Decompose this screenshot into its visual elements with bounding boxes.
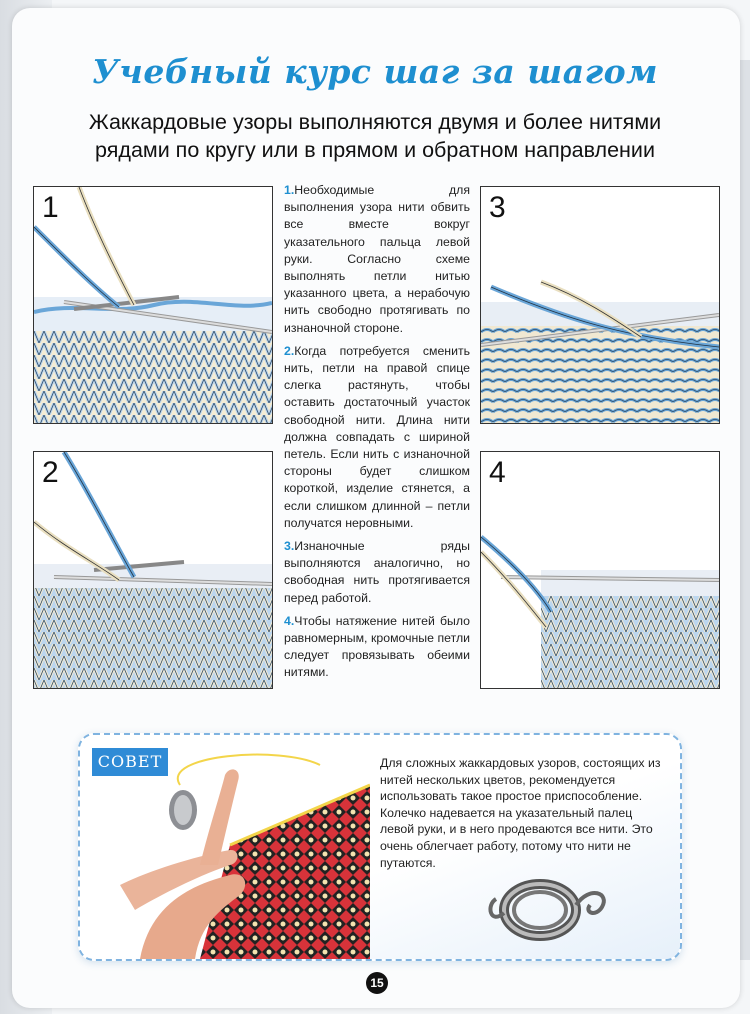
- knitting-ring-icon: [480, 865, 620, 945]
- step-body-3: Изнаночные ряды выполняются аналогично, но свободная нить протягивается перед работой.: [284, 539, 470, 605]
- knitting-illustration-3: [481, 187, 719, 423]
- subtitle: [40, 108, 710, 164]
- illustration-step-3: [480, 186, 720, 424]
- step-text-1: [284, 182, 470, 337]
- illustration-step-1: [33, 186, 273, 424]
- instructions-column: [284, 182, 470, 688]
- page-number: 15: [366, 972, 388, 994]
- step-body-4: Чтобы натяжение нитей было равномерным, кромочные петли следует провязывать обеими нитями.: [284, 613, 470, 680]
- subtitle-line-1: Жаккардовые узоры выполняются двумя и более нитями: [88, 110, 662, 134]
- knitting-illustration-2: [34, 452, 272, 688]
- step-number-2: 2: [42, 456, 59, 489]
- advice-badge: СОВЕТ: [92, 748, 168, 776]
- step-num-1: 1.: [284, 183, 295, 197]
- step-num-3: 3.: [284, 539, 295, 554]
- step-num-2: 2.: [284, 343, 295, 358]
- step-body-2: Когда потребуется сменить нить, петли на правой спице слегка растянуть, чтобы оставить достаточный участок свободной нити. Длина нити должна совпадать с шириной петель. Если нить с изнаночной стороны будет слишком короткой, изделие стянется, а если слишком длинной – петли получатся неровными.: [284, 343, 470, 530]
- step-number-1: 1: [42, 191, 59, 224]
- step-text-3: [284, 538, 470, 607]
- step-text-2: [284, 343, 470, 532]
- knitting-illustration-4: [481, 452, 719, 688]
- step-body-1: Необходимые для выполнения узора нити обвить все вместе вокруг указательного пальца левой руки. Согласно схеме выполнять петли нитью указанного цвета, а нерабочую нить свободно протягивать по изнаночной стороне.: [284, 183, 470, 335]
- step-number-3: 3: [489, 191, 506, 224]
- page-title: Учебный курс шаг за шагом: [91, 52, 659, 91]
- subtitle-line-2: рядами по кругу или в прямом и обратном направлении: [95, 138, 655, 162]
- illustration-step-2: [33, 451, 273, 689]
- step-num-4: 4.: [284, 613, 295, 628]
- knitting-illustration-1: [34, 187, 272, 423]
- advice-box: [78, 733, 682, 961]
- advice-text: Для сложных жаккардовых узоров, состоящих из нитей нескольких цветов, рекомендуется использовать такое простое приспособление. Колечко надевается на указательный палец левой руки, и в него продеваются все нити. Это очень облегчает работу, потому что нити не путаются.: [380, 756, 661, 870]
- step-text-4: [284, 613, 470, 682]
- step-number-4: 4: [489, 456, 506, 489]
- illustration-step-4: [480, 451, 720, 689]
